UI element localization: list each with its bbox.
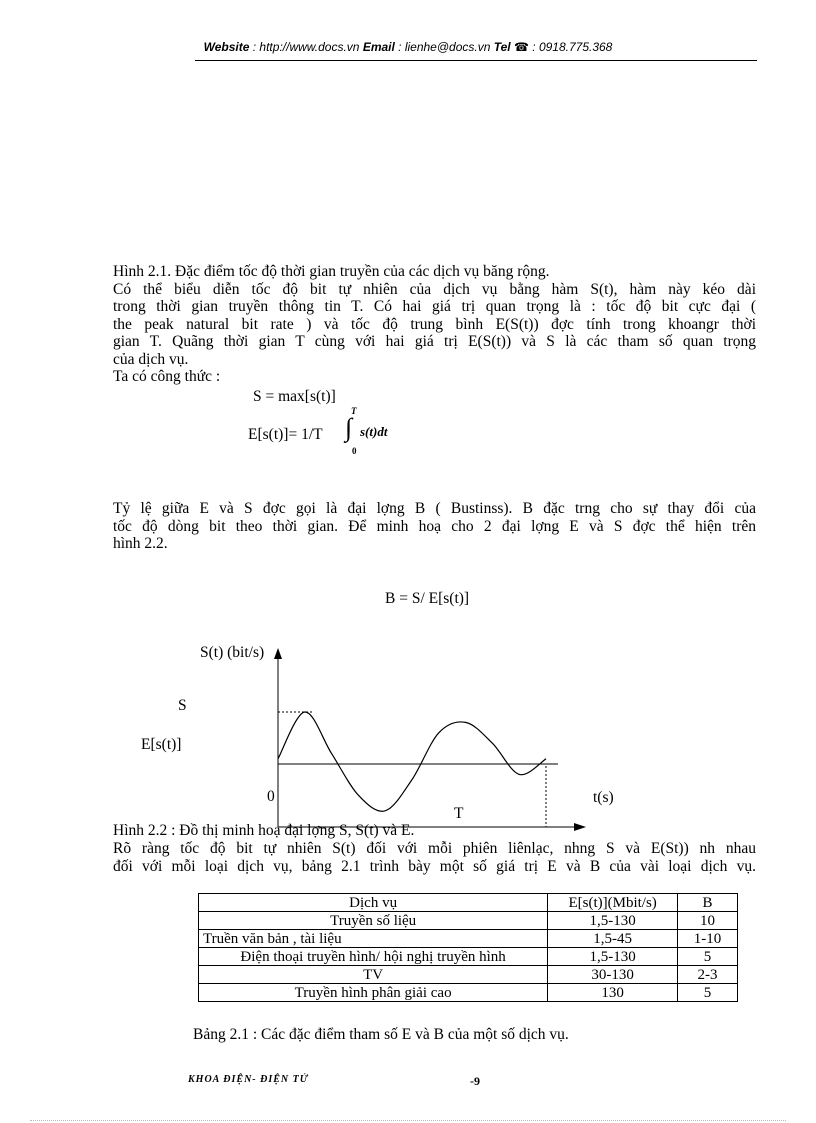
table-row xyxy=(199,948,738,966)
table-cell: 1,5-45 xyxy=(548,930,678,948)
chart-xlabel: t(s) xyxy=(593,789,614,806)
table-header-cell: B xyxy=(678,894,738,912)
footer-department: KHOA ĐIỆN- ĐIỆN TỬ xyxy=(188,1074,309,1085)
table-row xyxy=(199,930,738,948)
chart-e-label: E[s(t)] xyxy=(141,736,182,753)
intro-line: trong thời gian truyền thông tin T. Có hai giá trị quan trọng là : tốc độ bit cực đại ( xyxy=(113,298,756,315)
table-cell: TV xyxy=(199,966,548,984)
table-cell: 5 xyxy=(678,984,738,1002)
chart-t-label: T xyxy=(454,805,464,822)
formula-e-left: E[s(t)]= 1/T xyxy=(248,426,323,443)
tel-label: Tel xyxy=(493,40,511,54)
table-cell: Truyền hình phân giải cao xyxy=(199,984,548,1002)
integrand: s(t)dt xyxy=(360,424,388,439)
chart-origin-label: 0 xyxy=(267,788,275,805)
table-cell: 10 xyxy=(678,912,738,930)
ratio-line: Tỷ lệ giữa E và S đợc gọi là đại lợng B ( Bustinss). B đặc trng cho sự thay đổi của xyxy=(113,500,756,517)
table-intro-line: đối với mỗi loại dịch vụ, bảng 2.1 trình bày một số giá trị E và B của vài loại dịch vụ. xyxy=(113,857,756,875)
intro-line: của dịch vụ. xyxy=(113,350,189,368)
intro-line: Hình 2.1. Đặc điểm tốc độ thời gian truyền của các dịch vụ băng rộng. xyxy=(113,263,550,280)
table-intro xyxy=(113,840,756,875)
ratio-line: hình 2.2. xyxy=(113,535,168,552)
table-header-cell: Dịch vụ xyxy=(199,894,548,912)
x-axis-arrow xyxy=(574,823,586,831)
website-label: Website xyxy=(203,40,250,54)
signal-curve xyxy=(278,712,546,811)
table-cell: 1-10 xyxy=(678,930,738,948)
intro-line: gian T. Quãng thời gian T cùng với hai giá trị E(S(t)) và S là các tham số quan trọng xyxy=(113,333,756,350)
intro-line: the peak natural bit rate ) và tốc độ trung bình E(S(t)) đợc tính trong khoangr thời xyxy=(113,315,756,333)
page-number: -9 xyxy=(470,1074,480,1088)
table-intro-line: Rõ ràng tốc độ bit tự nhiên S(t) đối với mỗi phiên liênlạc, nhng S và E(St)) nh nhau xyxy=(113,840,756,857)
integral-lower-limit: 0 xyxy=(352,446,357,456)
y-axis-arrow xyxy=(274,648,282,659)
table-cell: Truền văn bản , tài liệu xyxy=(199,930,548,948)
table-cell: 1,5-130 xyxy=(548,948,678,966)
ratio-line: tốc độ dòng bit theo thời gian. Để minh hoạ cho 2 đại lợng E và S đợc thể hiện trên xyxy=(113,517,756,535)
intro-line: Ta có công thức : xyxy=(113,368,221,385)
table-cell: 5 xyxy=(678,948,738,966)
website-value[interactable]: : http://www.docs.vn xyxy=(249,40,363,54)
table-cell: Điện thoại truyền hình/ hội nghị truyền hình xyxy=(199,948,548,966)
table-row xyxy=(199,984,738,1002)
page-bottom-edge xyxy=(30,1120,786,1121)
figure-caption: Hình 2.2 : Đồ thị minh hoạ đại lợng S, S(t) và E. xyxy=(113,822,415,839)
email-label: Email xyxy=(362,40,395,54)
formula-smax: S = max[s(t)] xyxy=(253,388,336,405)
b-formula: B = S/ E[s(t)] xyxy=(385,590,470,607)
integral-sign: ∫ xyxy=(345,413,353,442)
service-table xyxy=(198,893,738,1002)
chart-s-label: S xyxy=(178,697,187,714)
table-cell: 30-130 xyxy=(548,966,678,984)
table-row xyxy=(199,912,738,930)
email-value[interactable]: : lienhe@docs.vn xyxy=(394,40,494,54)
table-cell: Truyền số liệu xyxy=(199,912,548,930)
table-header-cell: E[s(t)](Mbit/s) xyxy=(548,894,678,912)
table-cell: 1,5-130 xyxy=(548,912,678,930)
table-cell: 130 xyxy=(548,984,678,1002)
tel-value: : 0918.775.368 xyxy=(528,40,613,54)
phone-icon: ☎ xyxy=(513,40,529,54)
integral-upper-limit: T xyxy=(351,406,357,416)
table-cell: 2-3 xyxy=(678,966,738,984)
table-caption: Bảng 2.1 : Các đặc điểm tham số E và B của một số dịch vụ. xyxy=(193,1026,569,1043)
intro-line: Có thể biểu diễn tốc độ bit tự nhiên của dịch vụ bằng hàm S(t), hàm này kéo dài xyxy=(113,280,756,298)
chart-ylabel: S(t) (bit/s) xyxy=(200,644,265,661)
table-header-row xyxy=(199,894,738,912)
table-row xyxy=(199,966,738,984)
